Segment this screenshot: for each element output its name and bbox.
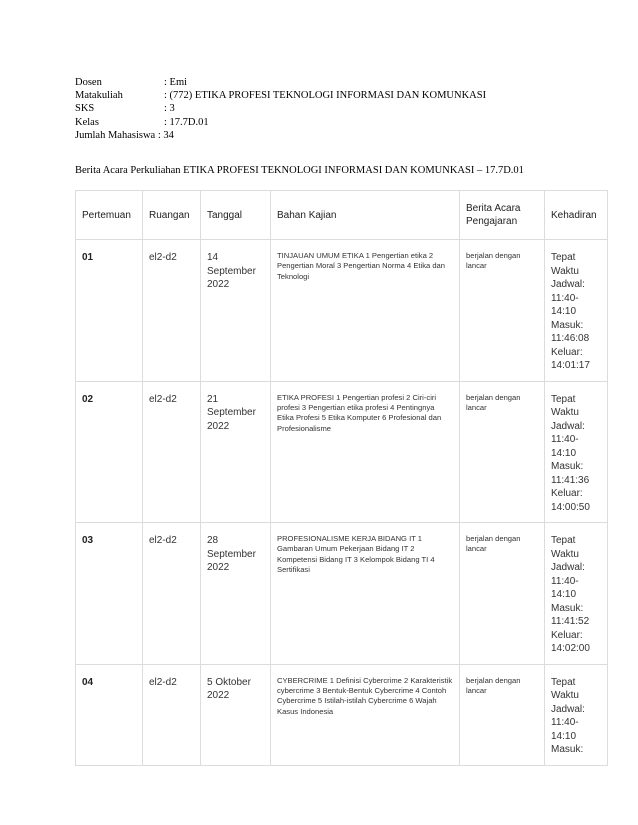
header-kehadiran: Kehadiran [545, 191, 608, 240]
header-pertemuan: Pertemuan [76, 191, 143, 240]
cell-berita-acara: berjalan dengan lancar [460, 240, 545, 382]
header-berita-acara: Berita Acara Pengajaran [460, 191, 545, 240]
matakuliah-value: : (772) ETIKA PROFESI TEKNOLOGI INFORMASI DAN KOMUNKASI [164, 90, 487, 102]
cell-pertemuan: 01 [76, 240, 143, 382]
cell-bahan-kajian: ETIKA PROFESI 1 Pengertian profesi 2 Ciri-ciri profesi 3 Pengertian etika profesi 4 Pentingnya Etika Profesi 5 Etika Komputer 6 Profesional dan Profesionalisme [271, 381, 460, 523]
cell-tanggal: 28 September 2022 [201, 523, 271, 665]
cell-pertemuan: 04 [76, 664, 143, 765]
cell-tanggal: 21 September 2022 [201, 381, 271, 523]
info-row-kelas [75, 116, 486, 129]
cell-kehadiran: Tepat Waktu Jadwal: 11:40-14:10 Masuk: 11:46:08 Keluar: 14:01:17 [545, 240, 608, 382]
cell-berita-acara: berjalan dengan lancar [460, 523, 545, 665]
table-row [76, 381, 608, 523]
attendance-table [75, 190, 608, 766]
sks-value: : 3 [164, 103, 175, 115]
info-row-dosen [75, 76, 486, 89]
info-row-jumlah [75, 129, 486, 142]
cell-berita-acara: berjalan dengan lancar [460, 664, 545, 765]
jumlah-value: : 34 [157, 129, 174, 141]
kelas-label: Kelas [75, 116, 99, 128]
cell-bahan-kajian: PROFESIONALISME KERJA BIDANG IT 1 Gambaran Umum Pekerjaan Bidang IT 2 Kompetensi Bidang IT 3 Kelompok Bidang TI 4 Sertifikasi [271, 523, 460, 665]
table-row [76, 240, 608, 382]
cell-kehadiran: Tepat Waktu Jadwal: 11:40-14:10 Masuk: 11:41:52 Keluar: 14:02:00 [545, 523, 608, 665]
cell-kehadiran: Tepat Waktu Jadwal: 11:40-14:10 Masuk: [545, 664, 608, 765]
cell-kehadiran: Tepat Waktu Jadwal: 11:40-14:10 Masuk: 11:41:36 Keluar: 14:00:50 [545, 381, 608, 523]
cell-berita-acara: berjalan dengan lancar [460, 381, 545, 523]
header-tanggal: Tanggal [201, 191, 271, 240]
kelas-value: : 17.7D.01 [164, 116, 209, 128]
course-info-block [75, 76, 486, 142]
section-title: Berita Acara Perkuliahan ETIKA PROFESI TEKNOLOGI INFORMASI DAN KOMUNKASI – 17.7D.01 [75, 165, 524, 176]
cell-ruangan: el2-d2 [143, 381, 201, 523]
table-row [76, 523, 608, 665]
cell-tanggal: 14 September 2022 [201, 240, 271, 382]
cell-ruangan: el2-d2 [143, 240, 201, 382]
header-bahan-kajian: Bahan Kajian [271, 191, 460, 240]
matakuliah-label: Matakuliah [75, 90, 123, 102]
dosen-value: : Emi [164, 77, 188, 88]
cell-bahan-kajian: TINJAUAN UMUM ETIKA 1 Pengertian etika 2 Pengertian Moral 3 Pengertian Norma 4 Etika dan Teknologi [271, 240, 460, 382]
info-row-matakuliah [75, 89, 486, 102]
sks-label: SKS [75, 103, 95, 115]
cell-ruangan: el2-d2 [143, 523, 201, 665]
jumlah-label: Jumlah Mahasiswa [75, 129, 156, 141]
cell-bahan-kajian: CYBERCRIME 1 Definisi Cybercrime 2 Karakteristik cybercrime 3 Bentuk-Bentuk Cybercrime 4 Contoh Cybercrime 5 Istilah-istilah Cybercrime 6 Wajah Kasus Indonesia [271, 664, 460, 765]
cell-tanggal: 5 Oktober 2022 [201, 664, 271, 765]
info-row-sks [75, 102, 486, 115]
cell-pertemuan: 02 [76, 381, 143, 523]
table-header-row [76, 191, 608, 240]
cell-pertemuan: 03 [76, 523, 143, 665]
header-ruangan: Ruangan [143, 191, 201, 240]
table-row [76, 664, 608, 765]
dosen-label: Dosen [75, 77, 102, 88]
cell-ruangan: el2-d2 [143, 664, 201, 765]
